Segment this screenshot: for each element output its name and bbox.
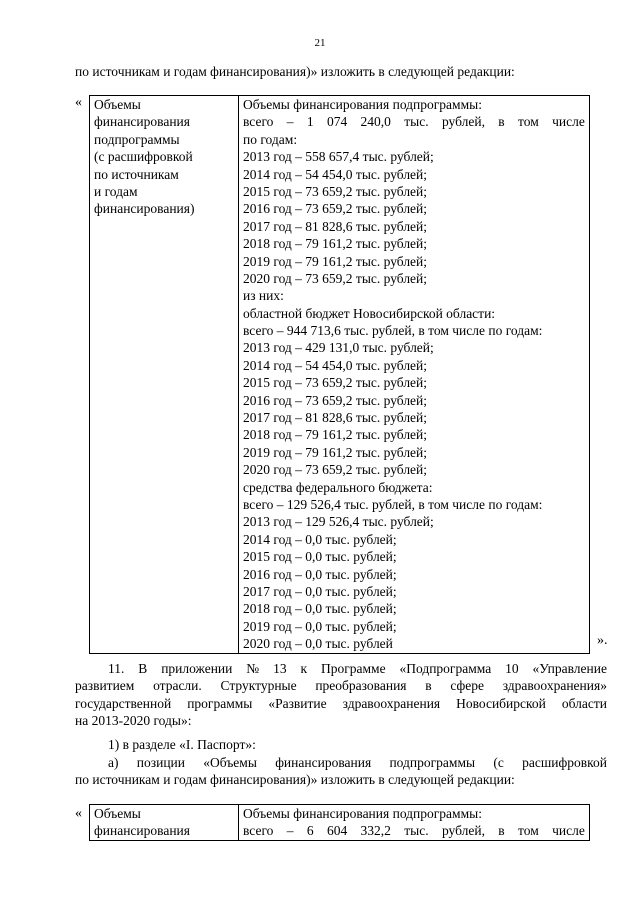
table1-right-line: 2020 год – 73 659,2 тыс. рублей; xyxy=(243,270,428,286)
financing-table-1 xyxy=(89,95,590,654)
table1-right-line: Объемы финансирования подпрограммы: xyxy=(243,97,482,112)
table1-right-line: 2016 год – 73 659,2 тыс. рублей; xyxy=(243,392,428,408)
open-quote-1: « xyxy=(75,95,82,110)
table1-right-line: из них: xyxy=(243,288,284,304)
table2-right-line: всего – 6 604 332,2 тыс. рублей, в том числе xyxy=(243,823,585,839)
table1-right-line: 2018 год – 79 161,2 тыс. рублей; xyxy=(243,236,428,252)
table1-right-line: всего – 1 074 240,0 тыс. рублей, в том числе xyxy=(243,114,585,130)
table1-left-line: финансирования) xyxy=(94,201,195,217)
paragraph-11 xyxy=(75,660,607,730)
table1-left-line: (с расшифровкой xyxy=(94,149,193,165)
table1-right-line: средства федерального бюджета: xyxy=(243,479,433,495)
table2-right-cell xyxy=(239,805,590,841)
table2-right-line: Объемы финансирования подпрограммы: xyxy=(243,806,482,821)
paragraph-11-line: развитием отрасли. Структурные преобразования в сфере здравоохранения» xyxy=(75,678,607,694)
table1-right-line: 2018 год – 0,0 тыс. рублей; xyxy=(243,601,397,617)
table1-right-line: 2014 год – 54 454,0 тыс. рублей; xyxy=(243,166,428,182)
table1-right-line: 2016 год – 0,0 тыс. рублей; xyxy=(243,566,397,582)
table1-right-line: 2016 год – 73 659,2 тыс. рублей; xyxy=(243,201,428,217)
subitem-a-line: а) позиции «Объемы финансирования подпрограммы (с расшифровкой xyxy=(108,755,607,770)
table1-right-line: 2018 год – 79 161,2 тыс. рублей; xyxy=(243,427,428,443)
table1-left-line: Объемы xyxy=(94,97,141,112)
table1-right-line: 2013 год – 429 131,0 тыс. рублей; xyxy=(243,340,434,356)
financing-table-2 xyxy=(89,804,590,841)
intro-line: по источникам и годам финансирования)» изложить в следующей редакции: xyxy=(75,64,515,79)
subitem-a-line: по источникам и годам финансирования)» изложить в следующей редакции: xyxy=(75,772,515,788)
table1-left-line: финансирования xyxy=(94,114,190,130)
subitem-1: 1) в разделе «I. Паспорт»: xyxy=(108,737,256,752)
table1-right-line: 2015 год – 73 659,2 тыс. рублей; xyxy=(243,183,428,199)
open-quote-2: « xyxy=(75,806,82,821)
page-number: 21 xyxy=(314,37,326,49)
table1-right-line: 2013 год – 558 657,4 тыс. рублей; xyxy=(243,149,434,165)
table1-right-line: 2017 год – 0,0 тыс. рублей; xyxy=(243,583,397,599)
paragraph-11-line: 11. В приложении № 13 к Программе «Подпрограмма 10 «Управление xyxy=(108,661,607,676)
table1-right-line: областной бюджет Новосибирской области: xyxy=(243,305,496,321)
table1-left-line: по источникам xyxy=(94,166,179,182)
table1-left-cell xyxy=(90,96,239,654)
table1-right-line: 2013 год – 129 526,4 тыс. рублей; xyxy=(243,514,434,530)
table1-right-line: 2014 год – 54 454,0 тыс. рублей; xyxy=(243,357,428,373)
table2-left-line: финансирования xyxy=(94,823,190,839)
table1-right-line: 2015 год – 0,0 тыс. рублей; xyxy=(243,549,397,565)
table1-right-line: 2019 год – 79 161,2 тыс. рублей; xyxy=(243,253,428,269)
table1-left-line: и годам xyxy=(94,183,138,199)
table1-right-line: 2020 год – 73 659,2 тыс. рублей; xyxy=(243,462,428,478)
table1-right-line: всего – 129 526,4 тыс. рублей, в том числе по годам: xyxy=(243,496,543,512)
table1-right-line: 2017 год – 81 828,6 тыс. рублей; xyxy=(243,218,428,234)
table1-right-line: 2014 год – 0,0 тыс. рублей; xyxy=(243,531,397,547)
table1-right-line: 2015 год – 73 659,2 тыс. рублей; xyxy=(243,375,428,391)
paragraph-11-line: государственной программы «Развитие здравоохранения Новосибирской области xyxy=(75,695,607,711)
paragraph-11-line: на 2013-2020 годы»: xyxy=(75,713,192,729)
table2-left-cell xyxy=(90,805,239,841)
table1-right-line: 2017 год – 81 828,6 тыс. рублей; xyxy=(243,410,428,426)
subitem-a xyxy=(75,754,607,789)
close-quote-1: ». xyxy=(597,633,608,648)
table1-right-cell xyxy=(239,96,590,654)
table1-right-line: 2019 год – 0,0 тыс. рублей; xyxy=(243,618,397,634)
table1-left-line: подпрограммы xyxy=(94,131,180,147)
table1-right-line: по годам: xyxy=(243,131,298,147)
table2-left-line: Объемы xyxy=(94,806,141,821)
table1-right-line: 2019 год – 79 161,2 тыс. рублей; xyxy=(243,444,428,460)
table1-right-line: всего – 944 713,6 тыс. рублей, в том числе по годам: xyxy=(243,323,543,339)
table1-right-line: 2020 год – 0,0 тыс. рублей xyxy=(243,636,393,652)
